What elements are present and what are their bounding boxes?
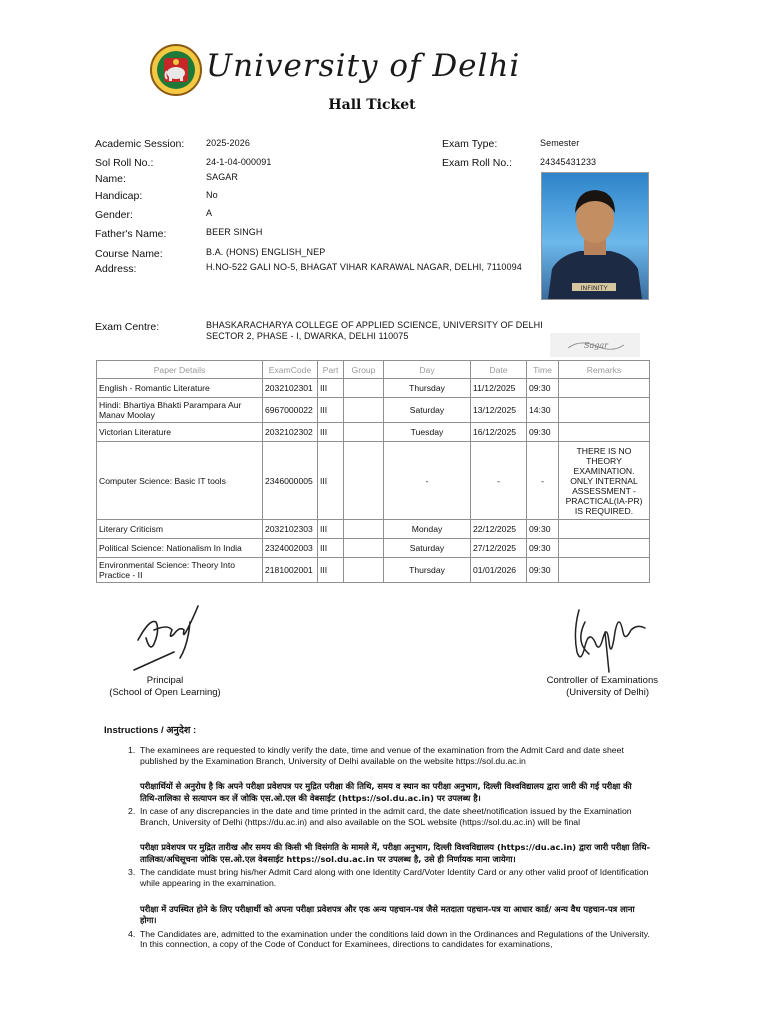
cell-group: [344, 423, 384, 442]
cell-code: 2032102303: [263, 520, 318, 539]
cell-remarks: [559, 539, 650, 558]
university-logo: [150, 44, 202, 96]
instruction-text-hi: परीक्षा प्रवेशपत्र पर मुद्रित तारीख और समय की किसी भी विसंगति के मामले में, परीक्षा अनुभाग, दिल्ली विश्वविद्यालय (https://du.ac.in) द्वारा जारी परीक्षा तिथि-तालिका/अधिसूचना जोकि एस.ओ.एल वेबसाईट https://sol.du.ac.in पर उपलब्ध है, उसे ही निर्णायक माना जायेगा।: [140, 842, 651, 864]
cell-time: -: [527, 442, 559, 520]
cell-code: 2032102302: [263, 423, 318, 442]
table-row: [97, 442, 650, 520]
exam-type-label: Exam Type:: [442, 138, 498, 150]
instruction-number: 3.: [128, 867, 136, 878]
instruction-text-en: The examinees are requested to kindly verify the date, time and venue of the examination from the Admit Card and date sheet published by the Examination Branch, University of Delhi available on the website https://sol.du.ac.in: [140, 745, 624, 766]
cell-part: III: [318, 520, 344, 539]
academic-session-label: Academic Session:: [95, 138, 185, 150]
cell-paper: Hindi: Bhartiya Bhakti Parampara Aur Manav Moolay: [97, 398, 263, 423]
cell-date: 16/12/2025: [471, 423, 527, 442]
address-label: Address:: [95, 263, 137, 275]
exam-centre-line1: BHASKARACHARYA COLLEGE OF APPLIED SCIENCE, UNIVERSITY OF DELHI: [206, 320, 543, 330]
sol-roll-value: 24-1-04-000091: [206, 157, 272, 167]
cell-code: 2181002001: [263, 558, 318, 583]
academic-session-value: 2025-2026: [206, 138, 250, 148]
cell-day: Tuesday: [384, 423, 471, 442]
cell-remarks: [559, 423, 650, 442]
col-header-group: Group: [344, 361, 384, 379]
cell-date: 22/12/2025: [471, 520, 527, 539]
cell-time: 09:30: [527, 558, 559, 583]
table-row: [97, 398, 650, 423]
instruction-number: 1.: [128, 745, 136, 755]
cell-remarks: THERE IS NO THEORY EXAMINATION. ONLY INTERNAL ASSESSMENT - PRACTICAL(IA-PR) IS REQUIRED.: [559, 442, 650, 520]
university-name: University of Delhi: [206, 48, 521, 84]
cell-code: 2324002003: [263, 539, 318, 558]
cell-part: III: [318, 379, 344, 398]
father-name-value: BEER SINGH: [206, 227, 263, 237]
exam-roll-label: Exam Roll No.:: [442, 157, 513, 169]
handicap-value: No: [206, 190, 218, 200]
student-signature: [550, 333, 640, 357]
instruction-item: [116, 745, 652, 766]
cell-date: -: [471, 442, 527, 520]
col-header-date: Date: [471, 361, 527, 379]
exam-centre-line2: SECTOR 2, PHASE - I, DWARKA, DELHI 110075: [206, 331, 409, 341]
cell-time: 09:30: [527, 520, 559, 539]
cell-date: 27/12/2025: [471, 539, 527, 558]
cell-group: [344, 379, 384, 398]
cell-part: III: [318, 442, 344, 520]
cell-day: -: [384, 442, 471, 520]
paper-table: [96, 360, 650, 583]
table-row: [97, 558, 650, 583]
cell-paper: Victorian Literature: [97, 423, 263, 442]
cell-remarks: [559, 558, 650, 583]
cell-part: III: [318, 558, 344, 583]
instruction-number: 4.: [128, 928, 136, 939]
cell-group: [344, 558, 384, 583]
cell-date: 13/12/2025: [471, 398, 527, 423]
name-label: Name:: [95, 173, 126, 185]
table-row: [97, 379, 650, 398]
exam-centre-label: Exam Centre:: [95, 321, 160, 333]
cell-code: 6967000022: [263, 398, 318, 423]
name-value: SAGAR: [206, 172, 239, 182]
instructions-list: [116, 745, 652, 950]
cell-date: 01/01/2026: [471, 558, 527, 583]
cell-part: III: [318, 539, 344, 558]
handicap-label: Handicap:: [95, 190, 143, 202]
controller-subtitle: (University of Delhi): [566, 687, 649, 698]
instructions-title: Instructions / अनुदेश :: [104, 725, 197, 736]
cell-group: [344, 539, 384, 558]
address-value: H.NO-522 GALI NO-5, BHAGAT VIHAR KARAWAL NAGAR, DELHI, 7110094: [206, 262, 522, 272]
principal-title: Principal: [146, 675, 184, 686]
cell-date: 11/12/2025: [471, 379, 527, 398]
cell-remarks: [559, 520, 650, 539]
controller-title: Controller of Examinations: [546, 675, 658, 686]
instruction-text-en: The Candidates are, admitted to the examination under the conditions laid down in the Ordinances and Regulations of the University. In this connection, a copy of the Code of Conduct for Examinees, directions to candidates for examinations,: [140, 928, 650, 950]
exam-roll-value: 24345431233: [540, 157, 597, 167]
instruction-text-hi: परीक्षार्थियों से अनुरोध है कि अपने परीक्षा प्रवेशपत्र पर मुद्रित परीक्षा की तिथि, समय व स्थान का परीक्षा अनुभाग, दिल्ली विश्वविद्यालय द्वारा जारी की गई परीक्षा की तिथि-तालिका से सत्यापन कर लें जोकि एस.ओ.एल की वेबसाईट (https://sol.du.ac.in) पर उपलब्ध है।: [140, 781, 632, 803]
instruction-item: [116, 929, 652, 950]
col-header-remarks: Remarks: [559, 361, 650, 379]
col-header-time: Time: [527, 361, 559, 379]
instruction-text-hi: परीक्षा में उपस्थित होने के लिए परीक्षार्थी को अपना परीक्षा प्रवेशपत्र और एक अन्य पहचान-पत्र जैसे मतदाता पहचान-पत्र या आधार कार्ड/ अन्य वैध पहचान-पत्र लाना होगा।: [140, 903, 635, 926]
instruction-item: [116, 867, 652, 888]
cell-time: 14:30: [527, 398, 559, 423]
sol-roll-label: Sol Roll No.:: [95, 157, 154, 169]
cell-day: Thursday: [384, 379, 471, 398]
cell-paper: English - Romantic Literature: [97, 379, 263, 398]
cell-paper: Political Science: Nationalism In India: [97, 539, 263, 558]
table-header-row: [97, 361, 650, 379]
principal-subtitle: (School of Open Learning): [109, 687, 221, 698]
cell-day: Thursday: [384, 558, 471, 583]
table-row: [97, 423, 650, 442]
course-name-label: Course Name:: [95, 248, 163, 260]
cell-day: Saturday: [384, 398, 471, 423]
cell-time: 09:30: [527, 539, 559, 558]
cell-day: Saturday: [384, 539, 471, 558]
instruction-number: 2.: [128, 806, 136, 817]
student-photo: [541, 172, 649, 300]
col-header-part: Part: [318, 361, 344, 379]
cell-time: 09:30: [527, 423, 559, 442]
cell-remarks: [559, 379, 650, 398]
cell-part: III: [318, 423, 344, 442]
cell-remarks: [559, 398, 650, 423]
col-header-paper: Paper Details: [97, 361, 263, 379]
cell-group: [344, 398, 384, 423]
instruction-text-en: The candidate must bring his/her Admit Card along with one Identity Card/Voter Identity Card or any other valid proof of Identification while appearing in the examination.: [140, 867, 649, 888]
instruction-text-en: In case of any discrepancies in the date and time printed in the admit card, the date sheet/notification issued by the Examination Branch, University of Delhi (https://du.ac.in) and also available on the SOL website (https://sol.du.ac.in) will be final: [140, 806, 632, 827]
document-title: Hall Ticket: [328, 97, 416, 113]
gender-value: A: [206, 208, 213, 218]
photo-shirt-text: INFINITY: [580, 284, 608, 292]
instruction-item: [116, 806, 652, 827]
cell-paper: Literary Criticism: [97, 520, 263, 539]
gender-label: Gender:: [95, 209, 133, 221]
controller-signature: [565, 602, 655, 674]
col-header-day: Day: [384, 361, 471, 379]
cell-code: 2032102301: [263, 379, 318, 398]
cell-paper: Environmental Science: Theory Into Practice - II: [97, 558, 263, 583]
table-row: [97, 520, 650, 539]
table-row: [97, 539, 650, 558]
cell-code: 2346000005: [263, 442, 318, 520]
exam-type-value: Semester: [540, 138, 580, 148]
father-name-label: Father's Name:: [95, 228, 167, 240]
cell-group: [344, 442, 384, 520]
cell-part: III: [318, 398, 344, 423]
cell-group: [344, 520, 384, 539]
cell-day: Monday: [384, 520, 471, 539]
principal-signature: [128, 600, 208, 675]
signature-text: Sagar: [584, 341, 608, 350]
course-name-value: B.A. (HONS) ENGLISH_NEP: [206, 247, 326, 257]
col-header-code: ExamCode: [263, 361, 318, 379]
cell-paper: Computer Science: Basic IT tools: [97, 442, 263, 520]
cell-time: 09:30: [527, 379, 559, 398]
